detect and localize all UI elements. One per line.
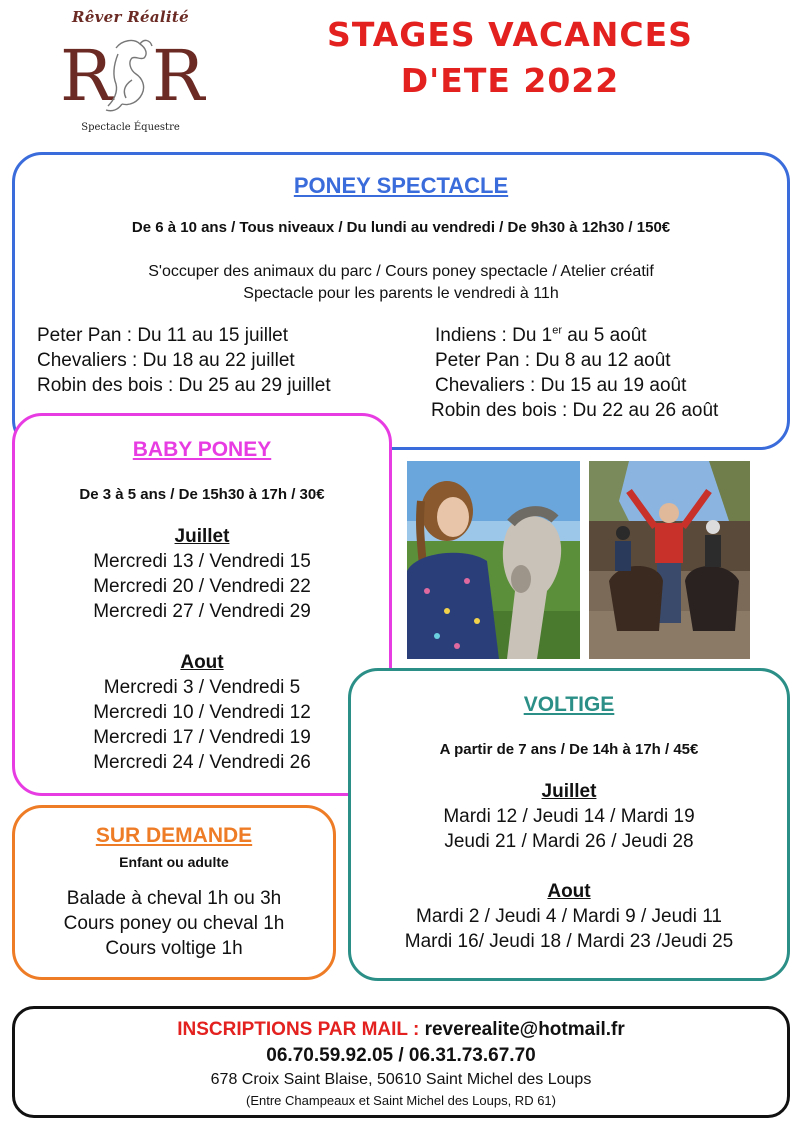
date-item: Mercredi 17 / Vendredi 19 — [93, 727, 311, 748]
contact-box — [12, 1006, 790, 1118]
sur-demande-subtitle: Enfant ou adulte — [119, 854, 229, 870]
offer-item: Cours poney ou cheval 1h — [63, 913, 285, 934]
session-item-indiens: Indiens : Du 1er au 5 août — [435, 324, 647, 346]
date-item: Mercredi 10 / Vendredi 12 — [93, 702, 311, 723]
august-sessions — [431, 323, 719, 423]
date-item: Mercredi 13 / Vendredi 15 — [93, 551, 311, 572]
date-item: Mercredi 24 / Vendredi 26 — [93, 752, 311, 773]
logo-letter-left: R — [60, 35, 113, 114]
baby-poney-july — [15, 524, 389, 624]
page-title — [300, 12, 720, 104]
logo-letter-right: R — [152, 35, 205, 114]
horse-sketch-icon — [106, 40, 152, 110]
month-label: Juillet — [541, 781, 597, 802]
offer-item: Cours voltige 1h — [105, 938, 243, 959]
girl-with-pony-photo — [407, 461, 580, 659]
session-item: Robin des bois : Du 22 au 26 août — [431, 400, 719, 421]
voltige-box — [348, 668, 790, 981]
date-item: Mardi 16/ Jeudi 18 / Mardi 23 /Jeudi 25 — [404, 931, 734, 952]
sur-demande-box — [12, 805, 336, 980]
sur-demande-title: SUR DEMANDE — [95, 824, 253, 847]
contact-email[interactable]: reverealite@hotmail.fr — [424, 1019, 625, 1040]
session-item: Chevaliers : Du 15 au 19 août — [435, 375, 687, 396]
title-line-1: STAGES VACANCES — [327, 15, 693, 54]
logo-monogram-icon — [56, 34, 206, 114]
poney-spectacle-info: De 6 à 10 ans / Tous niveaux / Du lundi au vendredi / De 9h30 à 12h30 / 150€ — [131, 219, 671, 236]
title-line-2: D'ETE 2022 — [400, 61, 620, 100]
riders-on-ponies-photo — [589, 461, 750, 659]
voltige-info: A partir de 7 ans / De 14h à 17h / 45€ — [439, 741, 699, 758]
contact-email-line — [15, 1019, 787, 1041]
baby-poney-title: BABY PONEY — [132, 438, 272, 461]
poney-spectacle-box — [12, 152, 790, 450]
contact-label: INSCRIPTIONS PAR MAIL : — [177, 1019, 420, 1040]
logo-subtitle: Spectacle Équestre — [81, 122, 180, 133]
voltige-title: VOLTIGE — [523, 693, 615, 716]
baby-poney-info: De 3 à 5 ans / De 15h30 à 17h / 30€ — [79, 486, 325, 503]
month-label: Aout — [547, 881, 591, 902]
voltige-july — [351, 779, 787, 854]
baby-poney-august — [15, 650, 389, 775]
contact-phones[interactable]: 06.70.59.92.05 / 06.31.73.67.70 — [266, 1045, 536, 1066]
date-item: Mardi 12 / Jeudi 14 / Mardi 19 — [443, 806, 695, 827]
voltige-august — [351, 879, 787, 954]
sur-demande-list — [15, 886, 333, 961]
contact-address: 678 Croix Saint Blaise, 50610 Saint Michel des Loups — [210, 1071, 592, 1088]
contact-address-note: (Entre Champeaux et Saint Michel des Loups, RD 61) — [246, 1093, 556, 1108]
description-line-2: Spectacle pour les parents le vendredi à 11h — [243, 285, 559, 302]
baby-poney-box — [12, 413, 392, 796]
description-line-1: S'occuper des animaux du parc / Cours poney spectacle / Atelier créatif — [148, 263, 654, 280]
poney-spectacle-description — [15, 261, 787, 305]
offer-item: Balade à cheval 1h ou 3h — [66, 888, 282, 909]
session-item: Chevaliers : Du 18 au 22 juillet — [37, 350, 295, 371]
date-item: Jeudi 21 / Mardi 26 / Jeudi 28 — [444, 831, 694, 852]
date-item: Mercredi 3 / Vendredi 5 — [103, 677, 301, 698]
logo — [48, 8, 213, 140]
date-item: Mercredi 20 / Vendredi 22 — [93, 576, 311, 597]
logo-brand: Rêver Réalité — [72, 8, 189, 26]
poney-spectacle-title: PONEY SPECTACLE — [293, 173, 509, 198]
july-sessions — [37, 323, 331, 398]
month-label: Juillet — [174, 526, 230, 547]
date-item: Mardi 2 / Jeudi 4 / Mardi 9 / Jeudi 11 — [416, 906, 722, 927]
month-label: Aout — [180, 652, 224, 673]
session-item: Robin des bois : Du 25 au 29 juillet — [37, 375, 331, 396]
session-item: Peter Pan : Du 11 au 15 juillet — [37, 325, 289, 346]
session-item: Peter Pan : Du 8 au 12 août — [435, 350, 671, 371]
date-item: Mercredi 27 / Vendredi 29 — [93, 601, 311, 622]
